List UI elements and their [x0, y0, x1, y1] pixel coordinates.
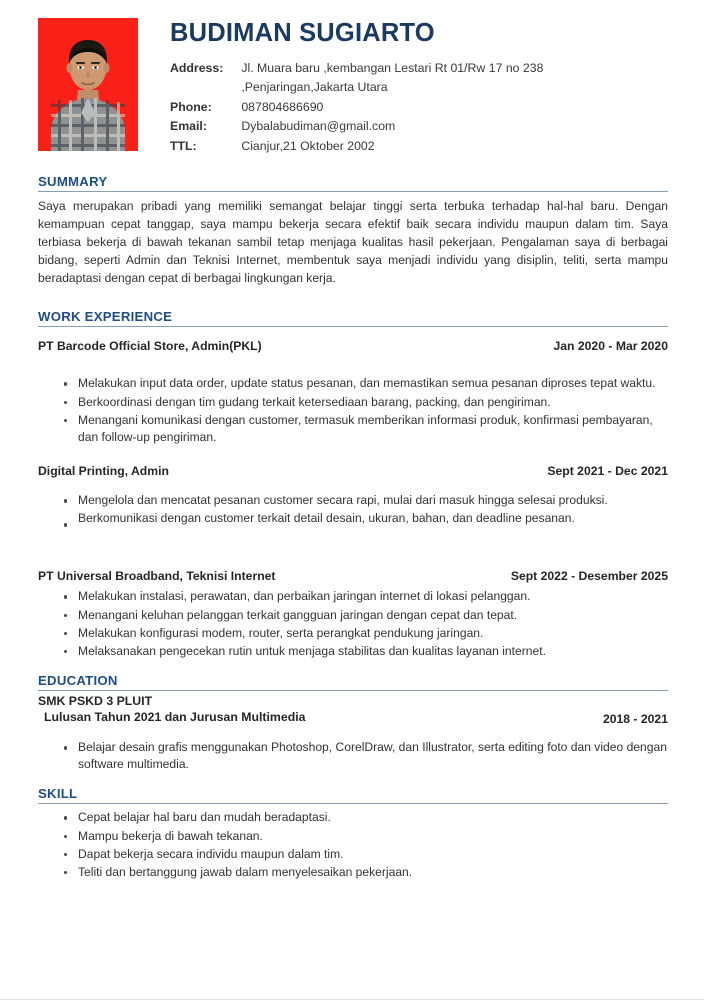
summary-text: Saya merupakan pribadi yang memiliki semangat belajar tinggi serta terbuka terhadap hal-hal baru. Dengan kemampuan cepat tanggap, saya mampu bekerja secara efektif baik secara individu maupun dalam tim. Saya terbiasa bekerja di bawah tekanan sambil tetap menjaga kualitas hasil pekerjaan. Pengalaman saya di berbagai bidang, seperti Admin dan Teknisi Internet, membentuk saya menjadi individu yang disiplin, teliti, serta mampu beradaptasi dengan cepat di berbagai lingkungan kerja.	[38, 199, 668, 285]
contact-value-address-line1: Jl. Muara baru ,kembangan Lestari Rt 01/Rw 17 no 238	[241, 60, 544, 75]
list-item: Mengelola dan mencatat pesanan customer secara rapi, mulai dari masuk hingga selesai produksi.	[64, 492, 668, 509]
work-entry-1-bullets	[38, 375, 668, 446]
section-education	[38, 673, 668, 773]
profile-photo	[38, 18, 138, 151]
section-heading-work-experience: WORK EXPERIENCE	[38, 309, 668, 327]
section-heading-skill: SKILL	[38, 786, 668, 804]
contact-value-address-line2: ,Penjaringan,Jakarta Utara	[241, 80, 388, 95]
section-work-experience	[38, 309, 668, 660]
contact-row-email	[170, 118, 543, 137]
work-entry-3-bullets	[38, 588, 668, 660]
contact-row-ttl	[170, 138, 543, 157]
education-detail: Lulusan Tahun 2021 dan Jurusan Multimedia	[44, 710, 306, 725]
contact-row-phone	[170, 99, 543, 118]
header-details	[138, 18, 668, 157]
contact-label-blank	[170, 79, 241, 98]
list-item: Menangani komunikasi dengan customer, termasuk memberikan informasi produk, konfirmasi pembayaran, dan follow-up pengiriman.	[64, 412, 668, 446]
skill-bullets	[38, 809, 668, 881]
contact-label-email: Email:	[170, 119, 207, 134]
work-entry-1-header	[38, 339, 668, 353]
list-item: Berkomunikasi dengan customer terkait detail desain, ukuran, bahan, dan deadline pesanan.	[64, 510, 668, 527]
profile-photo-image	[38, 18, 138, 151]
work-entry-2-date: Sept 2021 - Dec 2021	[547, 464, 668, 479]
section-heading-summary: SUMMARY	[38, 174, 668, 192]
list-item: Menangani keluhan pelanggan terkait gangguan jaringan dengan cepat dan tepat.	[64, 607, 668, 624]
list-item: Melaksanakan pengecekan rutin untuk menjaga stabilitas dan kualitas layanan internet.	[64, 643, 668, 660]
section-heading-education: EDUCATION	[38, 673, 668, 691]
work-entry-3-title: PT Universal Broadband, Teknisi Internet	[38, 569, 276, 584]
section-skill	[38, 786, 668, 881]
contact-value-email[interactable]: Dybalabudiman@gmail.com	[241, 119, 396, 134]
contact-label-ttl: TTL:	[170, 138, 197, 153]
work-entry-1-title: PT Barcode Official Store, Admin(PKL)	[38, 339, 262, 354]
education-bullets	[38, 739, 668, 773]
work-entry-2-title: Digital Printing, Admin	[38, 464, 169, 479]
work-entry-1	[38, 339, 668, 446]
work-entry-1-date: Jan 2020 - Mar 2020	[553, 339, 668, 354]
list-item: Melakukan instalasi, perawatan, dan perbaikan jaringan internet di lokasi pelanggan.	[64, 588, 668, 605]
work-entry-3	[38, 569, 668, 660]
page-title: BUDIMAN SUGIARTO	[170, 19, 435, 47]
education-school: SMK PSKD 3 PLUIT	[38, 694, 153, 709]
work-entry-3-date: Sept 2022 - Desember 2025	[510, 569, 668, 584]
contact-value-phone[interactable]: 087804686690	[241, 99, 324, 114]
contact-label-address: Address:	[170, 60, 224, 75]
work-entry-2-bullets	[38, 492, 668, 527]
contact-table	[170, 60, 543, 157]
list-item: Melakukan input data order, update status pesanan, dan memastikan semua pesanan diproses tepat waktu.	[64, 375, 668, 392]
list-item: Mampu bekerja di bawah tekanan.	[64, 828, 668, 845]
contact-row-address	[170, 60, 543, 79]
contact-row-address-cont	[170, 79, 543, 98]
list-item: Cepat belajar hal baru dan mudah beradaptasi.	[64, 809, 668, 826]
list-item: Melakukan konfigurasi modem, router, serta perangkat pendukung jaringan.	[64, 625, 668, 642]
contact-value-ttl: Cianjur,21 Oktober 2002	[241, 138, 375, 153]
list-item: Belajar desain grafis menggunakan Photoshop, CorelDraw, dan Illustrator, serta editing foto dan video dengan software multimedia.	[64, 739, 668, 773]
work-entry-3-header	[38, 569, 668, 583]
contact-label-phone: Phone:	[170, 99, 212, 114]
education-row	[38, 710, 668, 726]
section-summary	[38, 174, 668, 287]
work-entry-2	[38, 464, 668, 527]
work-entry-2-header	[38, 464, 668, 478]
list-item: Dapat bekerja secara individu maupun dalam tim.	[64, 846, 668, 863]
resume-content	[38, 0, 668, 882]
resume-header	[38, 0, 668, 152]
list-item: Berkoordinasi dengan tim gudang terkait ketersediaan barang, packing, dan pengiriman.	[64, 394, 668, 411]
list-item: Teliti dan bertanggung jawab dalam menyelesaikan pekerjaan.	[64, 864, 668, 881]
education-date: 2018 - 2021	[602, 712, 668, 727]
